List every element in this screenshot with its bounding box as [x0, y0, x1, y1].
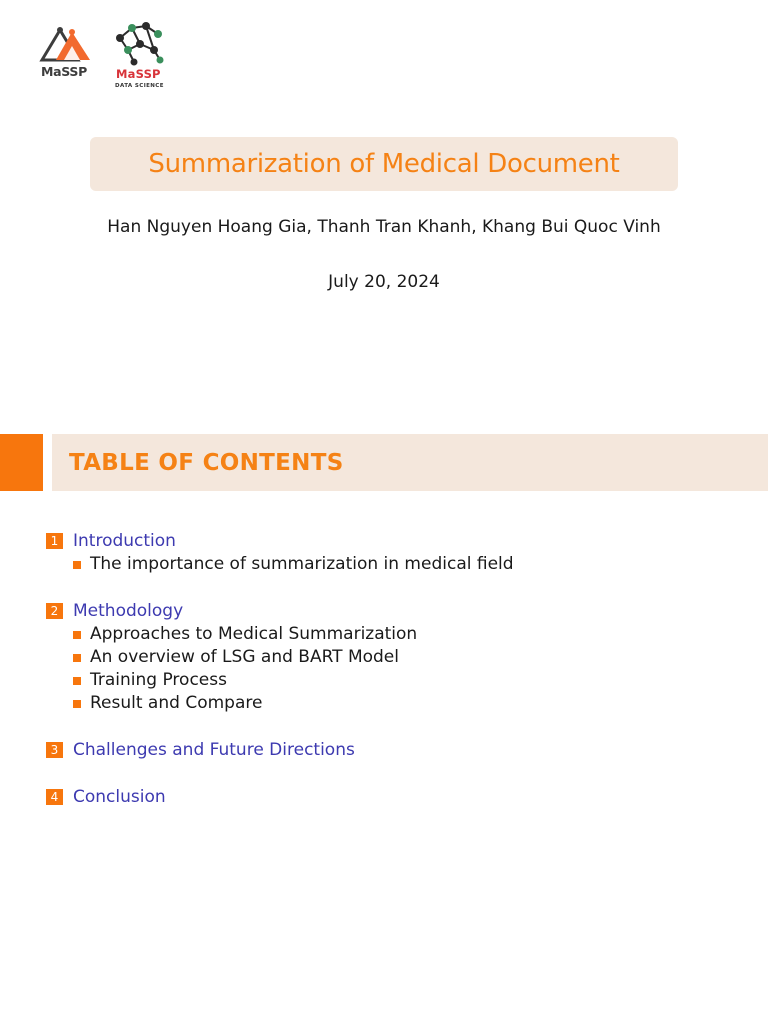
massp-data-science-logo — [110, 20, 170, 90]
bullet-square-icon — [73, 561, 81, 569]
subsection-label[interactable]: Result and Compare — [90, 692, 263, 713]
bullet-square-icon — [73, 700, 81, 708]
title-panel — [90, 137, 678, 191]
section-number: 4 — [46, 789, 63, 805]
toc-heading: TABLE OF CONTENTS — [69, 449, 344, 476]
toc-subsection[interactable] — [73, 552, 746, 575]
authors: Han Nguyen Hoang Gia, Thanh Tran Khanh, Khang Bui Quoc Vinh — [107, 217, 661, 237]
subsection-label[interactable]: An overview of LSG and BART Model — [90, 646, 399, 667]
toc-subsection[interactable] — [73, 622, 746, 645]
toc-header — [52, 434, 768, 491]
section-number: 1 — [46, 533, 63, 549]
massp-logo-text: MaSSP — [41, 64, 87, 79]
toc-subsection[interactable] — [73, 691, 746, 714]
section-link[interactable]: Challenges and Future Directions — [73, 740, 355, 760]
toc-section-introduction[interactable] — [46, 530, 746, 552]
table-of-contents — [46, 530, 746, 808]
section-number: 2 — [46, 603, 63, 619]
document-title: Summarization of Medical Document — [148, 149, 620, 179]
section-link[interactable]: Introduction — [73, 531, 176, 551]
subsection-label[interactable]: Approaches to Medical Summarization — [90, 623, 418, 644]
toc-section-methodology[interactable] — [46, 600, 746, 622]
subsection-label[interactable]: The importance of summarization in medical field — [90, 553, 514, 574]
toc-subsection[interactable] — [73, 645, 746, 668]
section-link[interactable]: Conclusion — [73, 787, 166, 807]
massp-logo-mark — [34, 18, 104, 66]
subsection-label[interactable]: Training Process — [90, 669, 227, 690]
section-link[interactable]: Methodology — [73, 601, 184, 621]
date: July 20, 2024 — [328, 272, 440, 292]
ds-logo-name: MaSSP — [116, 67, 161, 81]
network-icon — [110, 20, 170, 66]
massp-logo — [34, 18, 104, 88]
toc-accent-bar — [0, 434, 43, 491]
toc-section-challenges[interactable] — [46, 739, 746, 761]
logo-group — [34, 18, 174, 92]
toc-section-conclusion[interactable] — [46, 786, 746, 808]
ds-logo-subtitle: DATA SCIENCE — [115, 83, 164, 89]
bullet-square-icon — [73, 677, 81, 685]
bullet-square-icon — [73, 631, 81, 639]
section-number: 3 — [46, 742, 63, 758]
toc-subsection[interactable] — [73, 668, 746, 691]
bullet-square-icon — [73, 654, 81, 662]
